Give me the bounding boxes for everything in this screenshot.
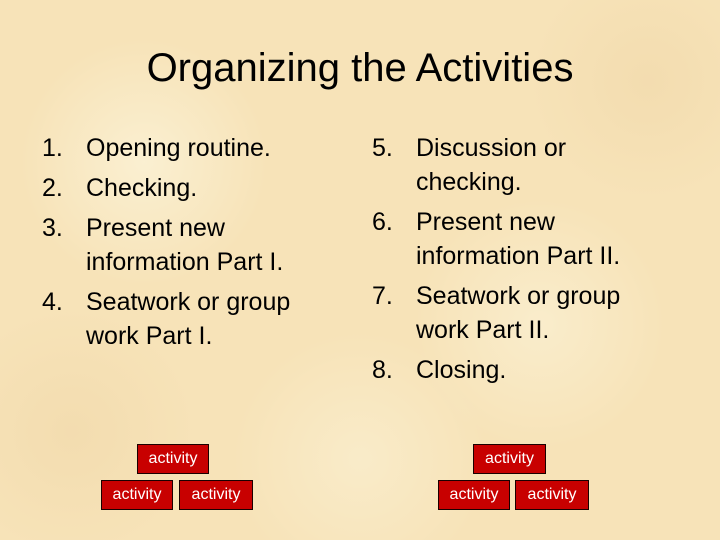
list-item-text: Closing. [416, 356, 507, 384]
activity-box-left-top: activity [137, 444, 209, 474]
list-item-text: Checking. [86, 174, 198, 202]
list-item-text: Discussion or checking. [416, 134, 567, 196]
slide-title: Organizing the Activities [146, 46, 574, 90]
list-item-text: Seatwork or group work Part I. [86, 288, 291, 350]
activity-box-left-bottom-1: activity [101, 480, 173, 510]
list-item-text: Seatwork or group work Part II. [416, 282, 621, 344]
list-item-number: 1. [42, 134, 63, 162]
list-item [372, 353, 672, 387]
list-item [42, 285, 342, 353]
list-item [372, 131, 672, 199]
list-item [42, 131, 342, 165]
activity-box-right-bottom-2: activity [515, 480, 589, 510]
activity-box-left-bottom-2: activity [179, 480, 253, 510]
activity-box-right-top: activity [473, 444, 546, 474]
list-item [372, 279, 672, 347]
list-item-number: 8. [372, 356, 393, 384]
left-numbered-list [42, 131, 342, 359]
list-item-number: 5. [372, 134, 393, 162]
activity-box-right-bottom-1: activity [438, 480, 510, 510]
list-item [372, 205, 672, 273]
list-item-number: 3. [42, 214, 63, 242]
list-item [42, 171, 342, 205]
list-item-number: 2. [42, 174, 63, 202]
list-item-text: Present new information Part I. [86, 214, 284, 276]
list-item-number: 6. [372, 208, 393, 236]
list-item [42, 211, 342, 279]
list-item-number: 7. [372, 282, 393, 310]
list-item-number: 4. [42, 288, 63, 316]
right-numbered-list [372, 131, 672, 393]
list-item-text: Opening routine. [86, 134, 271, 162]
list-item-text: Present new information Part II. [416, 208, 621, 270]
